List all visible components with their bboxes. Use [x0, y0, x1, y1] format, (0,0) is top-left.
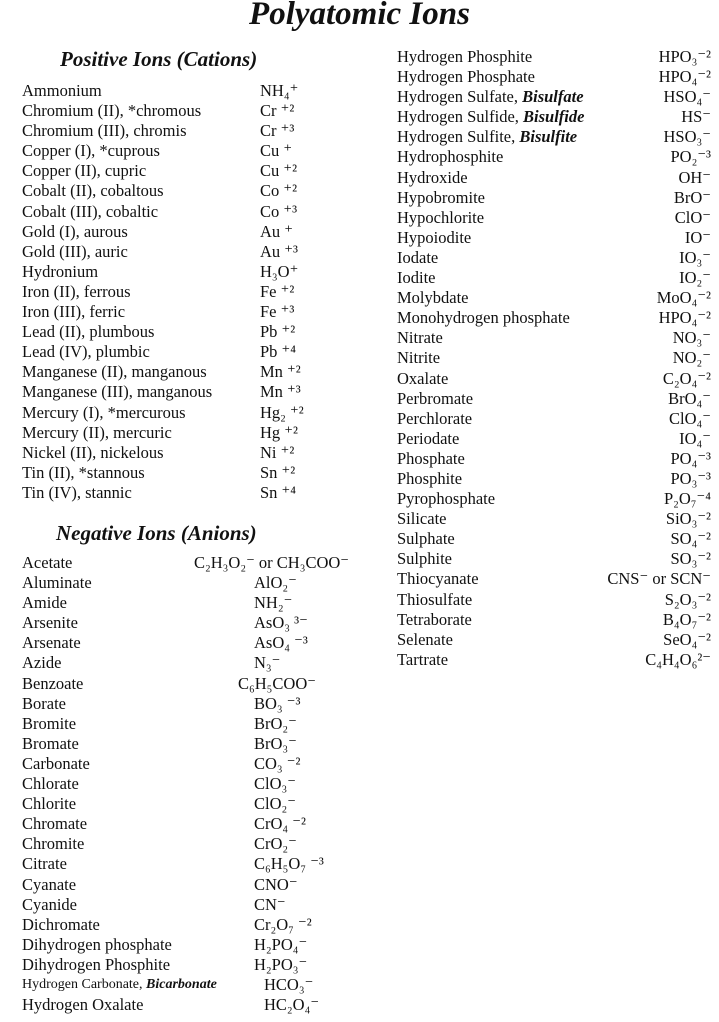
ion-name: Amide	[22, 593, 67, 613]
ion-formula: S₂O₃⁻²	[664, 589, 711, 609]
ion-row	[22, 593, 372, 613]
ion-formula: H₂PO₄⁻	[254, 934, 308, 954]
ion-row	[397, 168, 711, 188]
ion-name: Perbromate	[397, 388, 474, 408]
ion-name: Tartrate	[397, 649, 449, 669]
ion-formula: SiO₃⁻²	[665, 509, 711, 529]
ion-formula: Co ⁺³	[260, 201, 298, 221]
ion-row	[397, 188, 711, 208]
ion-name: Acetate	[22, 553, 73, 572]
ion-formula: NO₃⁻	[672, 328, 711, 348]
ion-row	[22, 101, 322, 121]
ion-name: Bromate	[22, 733, 79, 753]
ion-alias: Bisulfide	[523, 107, 585, 127]
ion-formula: Au ⁺³	[260, 241, 298, 261]
ion-formula: HS⁻	[681, 107, 711, 127]
ion-name: Hypoiodite	[397, 227, 472, 247]
ion-row	[397, 147, 711, 167]
ion-formula: Cr₂O₇ ⁻²	[254, 914, 312, 934]
ion-row	[22, 322, 322, 342]
ion-row	[22, 915, 372, 935]
ion-row	[22, 403, 322, 423]
ion-name: Tin (II), *stannous	[22, 462, 145, 482]
ion-formula: CrO₂⁻	[254, 834, 297, 854]
ion-name: Cobalt (II), cobaltous	[22, 181, 164, 201]
ion-name: Copper (II), cupric	[22, 161, 147, 181]
ion-row	[397, 409, 711, 429]
ion-formula: PO₂⁻³	[670, 147, 711, 167]
ion-row	[397, 389, 711, 409]
ion-formula: BO₃ ⁻³	[254, 693, 301, 713]
ion-name: Manganese (II), manganous	[22, 362, 207, 382]
ion-name: Hydrogen Carbonate, Bicarbonate	[22, 976, 217, 992]
ion-formula: SO₃⁻²	[670, 549, 711, 569]
ion-formula: BrO₂⁻	[254, 713, 297, 733]
ion-formula: Pb ⁺⁴	[260, 342, 297, 362]
ion-row	[22, 694, 372, 714]
ion-row	[22, 854, 372, 874]
ion-row	[22, 242, 322, 262]
anions-heading: Negative Ions (Anions)	[56, 521, 257, 545]
ion-row	[397, 590, 711, 610]
ion-name: Cobalt (III), cobaltic	[22, 201, 159, 221]
ion-formula: OH⁻	[678, 167, 711, 187]
ion-row	[22, 181, 322, 201]
ion-formula: HCO₃⁻	[264, 974, 314, 994]
ion-formula: P₂O₇⁻⁴	[663, 489, 711, 509]
ion-row	[397, 87, 711, 107]
ion-row	[22, 814, 372, 834]
ion-name: Dichromate	[22, 914, 100, 934]
ion-row	[22, 734, 372, 754]
ion-row	[22, 754, 372, 774]
ion-formula: PO₃⁻³	[670, 468, 711, 488]
ion-name: Sulphite	[397, 549, 453, 569]
ion-alias: Bisulfate	[522, 87, 584, 107]
ion-formula: AsO₃ ³⁻	[254, 613, 308, 633]
ion-row	[397, 67, 711, 87]
ion-name: Citrate	[22, 854, 67, 874]
ion-name: Dihydrogen phosphate	[22, 934, 172, 954]
ion-formula: C₂H₃O₂⁻ or CH₃COO⁻	[194, 553, 350, 572]
ion-row	[397, 610, 711, 630]
ion-formula: IO₂⁻	[679, 268, 711, 288]
ion-row	[397, 429, 711, 449]
ion-row	[397, 449, 711, 469]
ion-name: Gold (III), auric	[22, 241, 128, 261]
ion-name: Borate	[22, 693, 66, 713]
ion-formula: NO₂⁻	[672, 348, 711, 368]
ion-formula: Hg ⁺²	[260, 422, 298, 442]
ion-row	[22, 342, 322, 362]
ion-row	[22, 553, 372, 573]
ion-name: Hydronium	[22, 261, 99, 281]
ion-name: Aluminate	[22, 573, 92, 593]
ion-formula: H₂PO₃⁻	[254, 954, 308, 974]
ion-row	[22, 573, 372, 593]
ion-name: Cyanide	[22, 894, 77, 914]
ion-formula: C₄H₄O₆²⁻	[645, 649, 711, 669]
ion-formula: MoO₄⁻²	[656, 288, 711, 308]
ion-formula: IO⁻	[684, 227, 711, 247]
ion-row	[397, 569, 711, 589]
ion-name: Hydrogen Phosphite	[397, 47, 533, 66]
ion-row	[22, 463, 322, 483]
ion-row	[22, 995, 372, 1015]
ion-formula: H₃O⁺	[260, 261, 299, 281]
ion-row	[22, 222, 322, 242]
ion-name: Cyanate	[22, 874, 77, 894]
ion-row	[22, 302, 322, 322]
ion-alias: Bisulfite	[519, 127, 578, 147]
ion-name: Thiocyanate	[397, 569, 479, 589]
ion-row	[397, 107, 711, 127]
ion-name: Hydrophosphite	[397, 147, 504, 167]
ion-name: Lead (II), plumbous	[22, 322, 155, 342]
ion-name: Hypochlorite	[397, 207, 485, 227]
ion-formula: C₆H₅O₇ ⁻³	[254, 854, 324, 874]
ion-name: Oxalate	[397, 368, 449, 388]
ion-name: Phosphite	[397, 468, 463, 488]
ion-formula: Sn ⁺²	[260, 462, 296, 482]
ion-row	[22, 975, 372, 995]
ion-row	[22, 443, 322, 463]
ion-row	[22, 714, 372, 734]
ion-formula: NH₂⁻	[254, 593, 293, 613]
ion-formula: Fe ⁺²	[260, 281, 295, 301]
ion-formula: Ni ⁺²	[260, 442, 295, 462]
ion-name: Phosphate	[397, 448, 465, 468]
ion-formula: C₂O₄⁻²	[662, 368, 711, 388]
ion-formula: CN⁻	[254, 894, 286, 914]
ion-formula: ClO₂⁻	[254, 794, 296, 814]
ion-row	[397, 288, 711, 308]
ion-name: Nickel (II), nickelous	[22, 442, 164, 462]
ion-row	[397, 127, 711, 147]
ion-name: Chlorite	[22, 794, 77, 814]
ion-name: Azide	[22, 653, 62, 673]
ion-name: Lead (IV), plumbic	[22, 342, 150, 362]
ion-row	[397, 650, 711, 670]
ion-name: Monohydrogen phosphate	[397, 308, 570, 328]
ion-name: Tetraborate	[397, 609, 472, 629]
ion-formula: BrO₃⁻	[254, 733, 297, 753]
ion-formula: AsO₄ ⁻³	[254, 633, 308, 653]
ion-name: Hydrogen Sulfite, Bisulfite	[397, 127, 578, 147]
cations-list	[22, 81, 322, 503]
ion-row	[22, 613, 372, 633]
ion-formula: CrO₄ ⁻²	[254, 814, 306, 834]
ion-formula: IO₃⁻	[679, 247, 711, 267]
ion-row	[22, 282, 322, 302]
ion-formula: HPO₃⁻²	[658, 47, 711, 66]
ion-formula: Sn ⁺⁴	[260, 482, 297, 502]
ion-row	[397, 369, 711, 389]
ion-formula: N₃⁻	[254, 653, 281, 673]
ion-name: Iodite	[397, 268, 436, 288]
ion-name: Manganese (III), manganous	[22, 382, 213, 402]
ion-name: Hypobromite	[397, 187, 485, 207]
ion-row	[397, 348, 711, 368]
ion-name: Tin (IV), stannic	[22, 482, 132, 502]
ion-formula: HPO₄⁻²	[658, 308, 711, 328]
ion-row	[397, 47, 711, 67]
ion-name: Hydrogen Sulfate, Bisulfate	[397, 87, 584, 107]
ion-row	[397, 489, 711, 509]
ion-formula: Cu ⁺²	[260, 161, 298, 181]
ion-name: Ammonium	[22, 81, 102, 100]
ion-formula: SeO₄⁻²	[663, 629, 711, 649]
ion-formula: Cr ⁺²	[260, 101, 295, 121]
ion-formula: CO₃ ⁻²	[254, 753, 301, 773]
ion-name: Hydrogen Oxalate	[22, 995, 144, 1015]
ion-row	[22, 834, 372, 854]
ion-formula: Co ⁺²	[260, 181, 298, 201]
ion-formula: SO₄⁻²	[670, 529, 711, 549]
ion-formula: HPO₄⁻²	[658, 67, 711, 87]
ion-name: Copper (I), *cuprous	[22, 141, 160, 161]
ion-formula: AlO₂⁻	[254, 573, 297, 593]
ion-formula: PO₄⁻³	[670, 448, 711, 468]
ion-name: Chlorate	[22, 774, 79, 794]
ion-row	[397, 208, 711, 228]
ion-row	[397, 469, 711, 489]
ion-name: Sulphate	[397, 529, 455, 549]
ion-formula: ClO₄⁻	[669, 408, 711, 428]
ion-row	[22, 382, 322, 402]
cations-heading: Positive Ions (Cations)	[60, 47, 258, 71]
ion-name: Thiosulfate	[397, 589, 473, 609]
ion-row	[22, 141, 322, 161]
ion-row	[22, 935, 372, 955]
ion-formula: HSO₃⁻	[663, 127, 711, 147]
ion-name: Arsenate	[22, 633, 81, 653]
ion-formula: CNO⁻	[254, 874, 298, 894]
ion-name: Iodate	[397, 247, 439, 267]
ion-formula: HSO₄⁻	[663, 87, 711, 107]
ion-name: Carbonate	[22, 753, 90, 773]
ion-formula: Cu ⁺	[260, 141, 293, 161]
anions-list-left	[22, 553, 372, 1015]
ion-formula: Hg₂ ⁺²	[260, 402, 304, 422]
ion-name: Bromite	[22, 713, 77, 733]
ion-name: Pyrophosphate	[397, 489, 496, 509]
ion-row	[22, 161, 322, 181]
ion-row	[22, 875, 372, 895]
ion-formula: BrO⁻	[673, 187, 711, 207]
ion-formula: HC₂O₄⁻	[264, 995, 320, 1015]
ion-formula: Au ⁺	[260, 221, 293, 241]
ion-row	[22, 81, 322, 101]
ion-formula: Fe ⁺³	[260, 302, 295, 322]
ion-name: Chromium (III), chromis	[22, 121, 187, 141]
ion-formula: NH₄⁺	[260, 81, 299, 100]
page-title: Polyatomic Ions	[249, 0, 470, 32]
ion-name: Selenate	[397, 629, 453, 649]
ion-row	[22, 262, 322, 282]
ion-name: Periodate	[397, 428, 460, 448]
ion-row	[397, 509, 711, 529]
ion-row	[397, 328, 711, 348]
ion-row	[397, 549, 711, 569]
ion-name: Molybdate	[397, 288, 469, 308]
ion-row	[22, 483, 322, 503]
ion-formula: Pb ⁺²	[260, 322, 296, 342]
ion-row	[22, 794, 372, 814]
ion-row	[22, 674, 372, 694]
ion-row	[22, 202, 322, 222]
ion-formula: Mn ⁺³	[260, 382, 301, 402]
ion-formula: ClO₃⁻	[254, 774, 296, 794]
ion-name: Benzoate	[22, 673, 84, 693]
ion-row	[22, 895, 372, 915]
ion-row	[397, 248, 711, 268]
ion-row	[22, 423, 322, 443]
ion-row	[22, 774, 372, 794]
ion-name: Iron (II), ferrous	[22, 281, 131, 301]
ion-formula: Cr ⁺³	[260, 121, 295, 141]
ion-name: Gold (I), aurous	[22, 221, 128, 241]
ion-name: Perchlorate	[397, 408, 473, 428]
ion-row	[22, 121, 322, 141]
ion-formula: IO₄⁻	[679, 428, 711, 448]
ion-name: Hydroxide	[397, 167, 468, 187]
ion-name: Dihydrogen Phosphite	[22, 954, 171, 974]
ion-name: Silicate	[397, 509, 447, 529]
ion-formula: C₆H₅COO⁻	[238, 673, 316, 693]
ion-row	[397, 268, 711, 288]
ion-name: Hydrogen Sulfide, Bisulfide	[397, 107, 585, 127]
ion-name: Chromium (II), *chromous	[22, 101, 202, 121]
ion-row	[397, 529, 711, 549]
ion-formula: B₄O₇⁻²	[662, 609, 711, 629]
ion-name: Chromite	[22, 834, 85, 854]
ion-formula: BrO₄⁻	[668, 388, 711, 408]
ion-row	[22, 955, 372, 975]
ion-name: Nitrate	[397, 328, 443, 348]
ion-row	[397, 228, 711, 248]
ion-alias: Bicarbonate	[146, 976, 217, 992]
ion-name: Iron (III), ferric	[22, 302, 126, 322]
ion-row	[397, 308, 711, 328]
ion-name: Chromate	[22, 814, 88, 834]
ion-formula: Mn ⁺²	[260, 362, 301, 382]
ion-name: Arsenite	[22, 613, 78, 633]
ion-row	[22, 633, 372, 653]
ion-formula: ClO⁻	[674, 207, 711, 227]
ion-row	[22, 362, 322, 382]
ion-row	[22, 653, 372, 673]
ion-name: Mercury (II), mercuric	[22, 422, 172, 442]
ion-row	[397, 630, 711, 650]
ion-name: Mercury (I), *mercurous	[22, 402, 186, 422]
ion-name: Nitrite	[397, 348, 441, 368]
anions-list-right	[397, 47, 711, 670]
ion-formula: CNS⁻ or SCN⁻	[607, 569, 711, 589]
ion-name: Hydrogen Phosphate	[397, 67, 535, 87]
